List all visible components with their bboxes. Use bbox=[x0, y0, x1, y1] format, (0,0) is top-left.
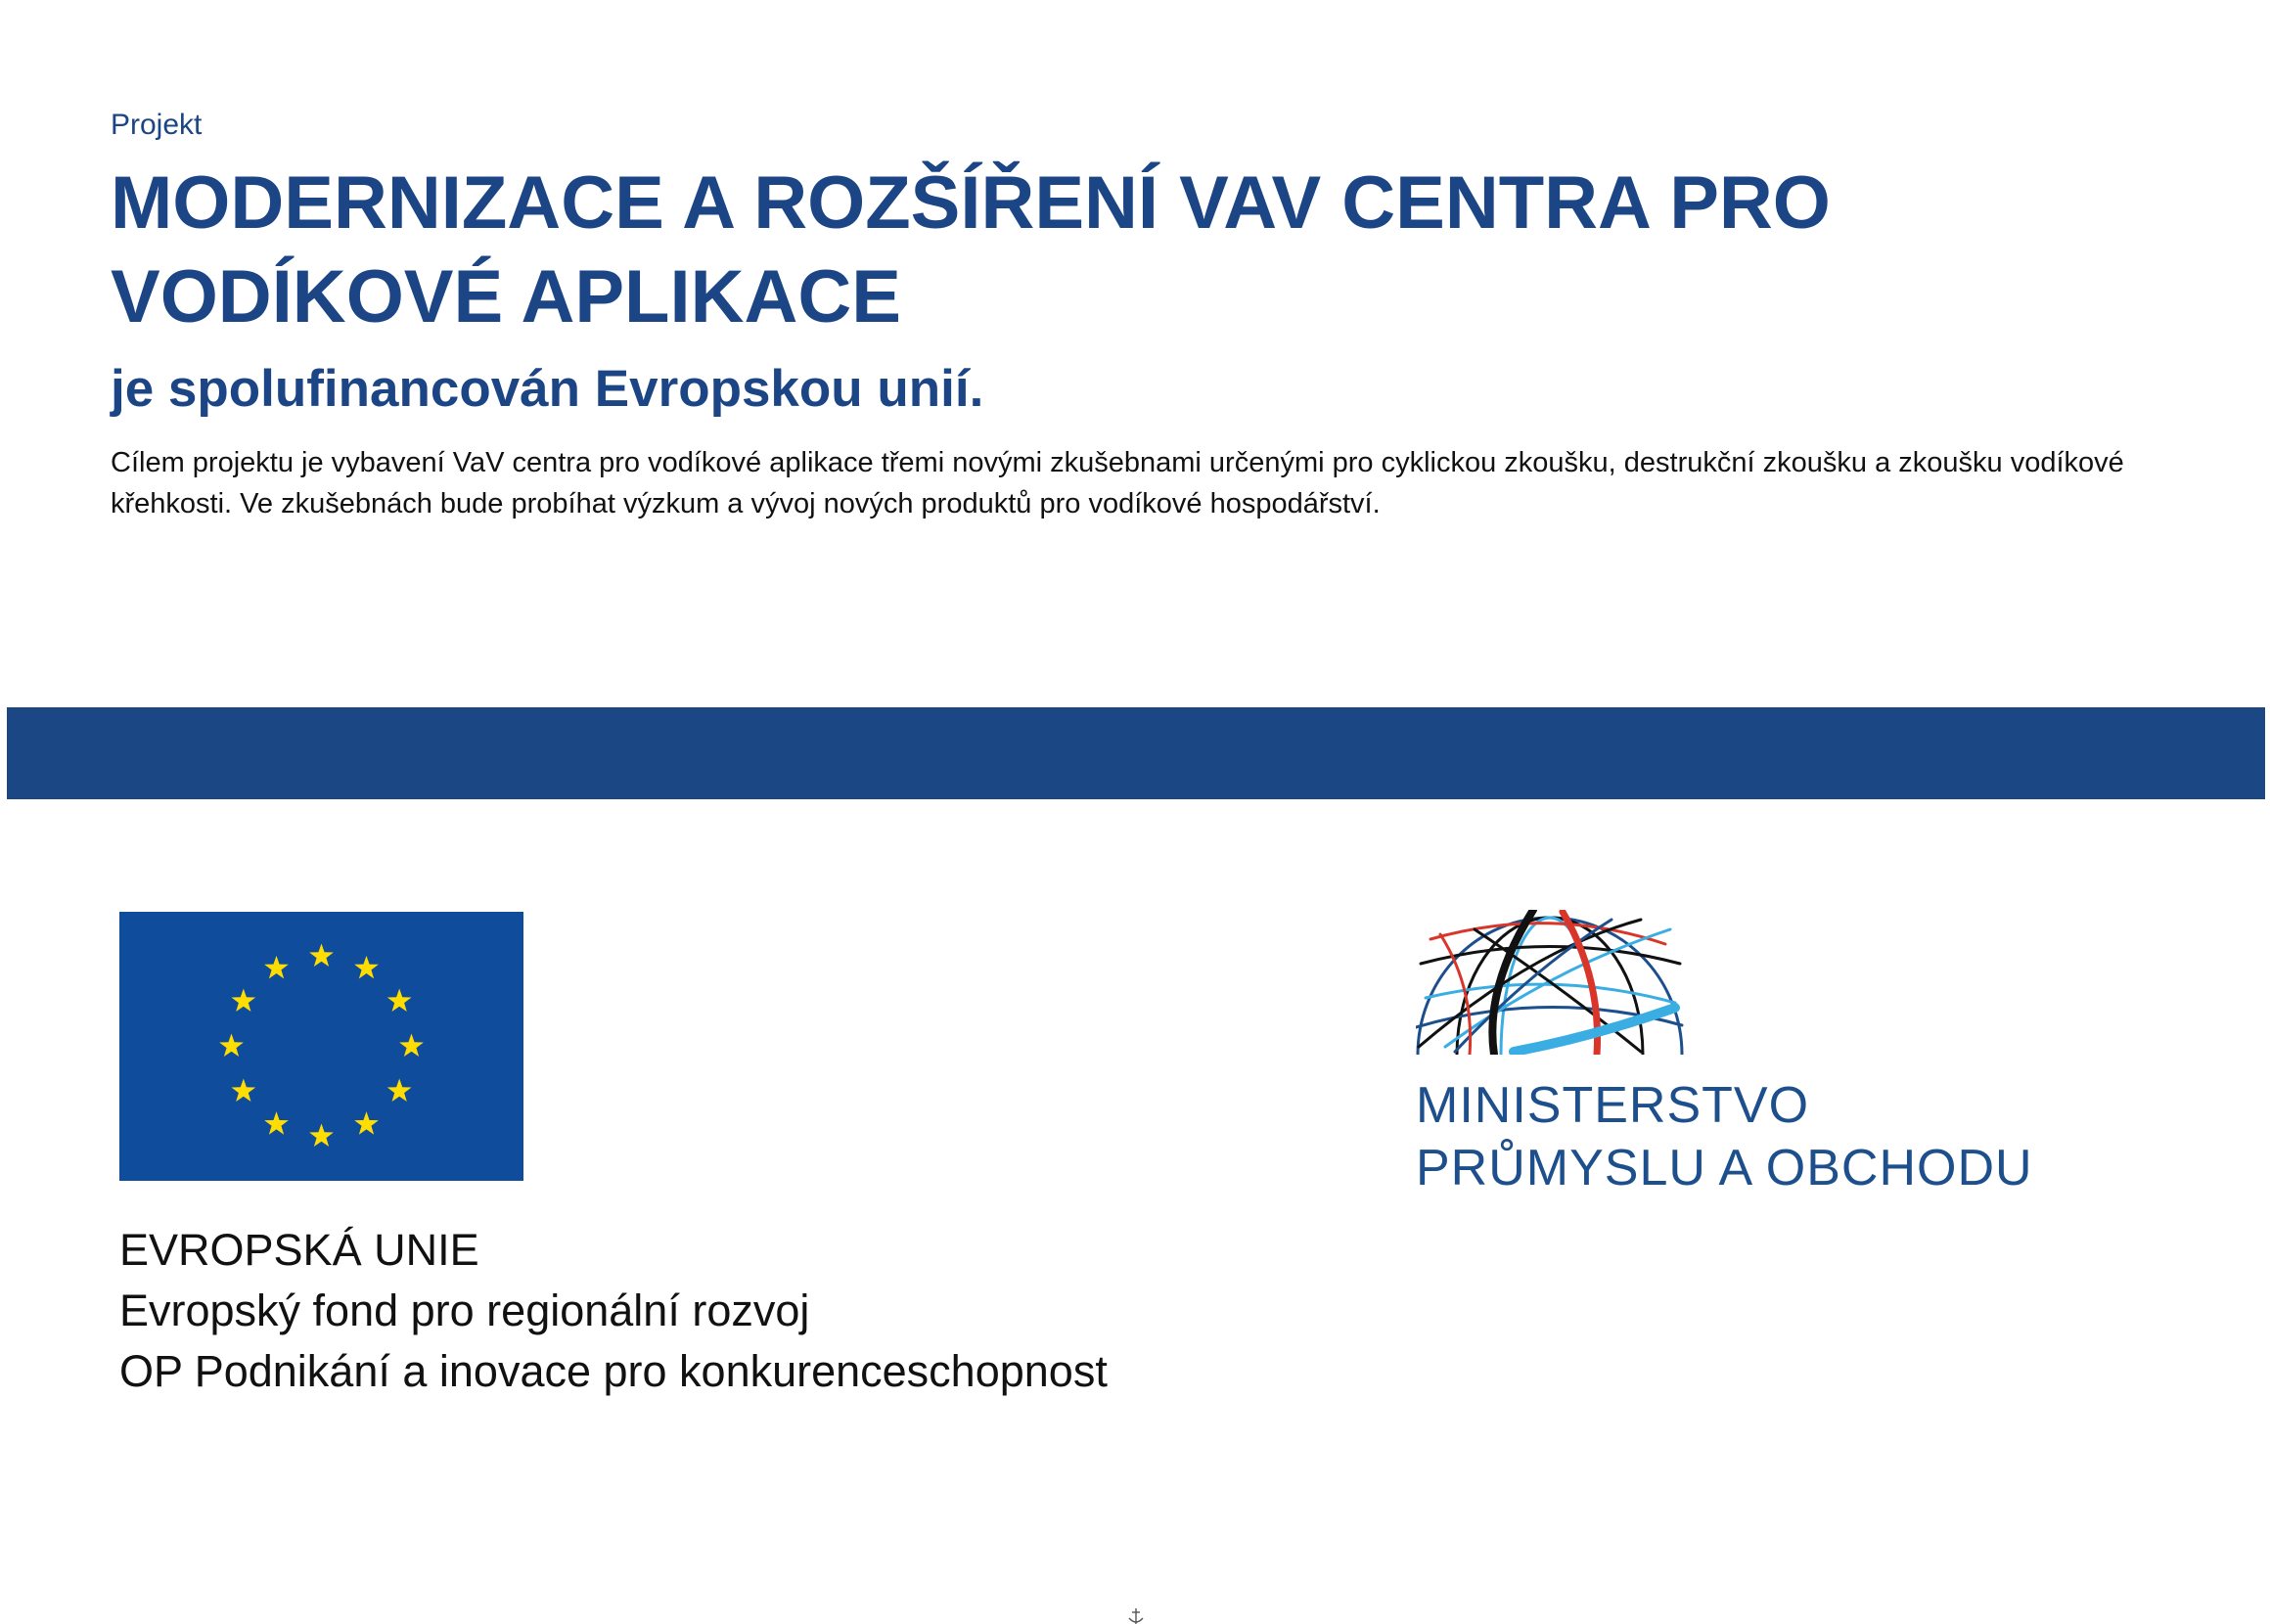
eu-flag-icon bbox=[119, 912, 523, 1181]
ministry-name bbox=[1416, 1074, 2033, 1199]
eu-logo-text bbox=[119, 1220, 1108, 1402]
project-title: MODERNIZACE A ROZŠÍŘENÍ VAV CENTRA PRO VODÍKOVÉ APLIKACE bbox=[111, 161, 1831, 338]
anchor-icon bbox=[1125, 1606, 1147, 1624]
globe-arc bbox=[1430, 924, 1665, 944]
cofinancing-statement: je spolufinancován Evropskou unií. bbox=[111, 360, 984, 418]
ministry-name-line2: PRŮMYSLU A OBCHODU bbox=[1416, 1140, 2033, 1196]
eu-name: EVROPSKÁ UNIE bbox=[119, 1225, 479, 1275]
eu-programme: OP Podnikání a inovace pro konkurenceschopnost bbox=[119, 1346, 1108, 1396]
ministry-name-line1: MINISTERSTVO bbox=[1416, 1077, 1810, 1134]
globe-icon bbox=[1416, 910, 1685, 1055]
eu-fund: Evropský fond pro regionální rozvoj bbox=[119, 1286, 810, 1335]
decorative-band bbox=[7, 707, 2265, 799]
project-description: Cílem projektu je vybavení VaV centra pro vodíkové aplikace třemi novými zkušebnami určenými pro cyklickou zkoušku, destrukční zkoušku a zkoušku vodíkové křehkosti. Ve zkušebnách bude probíhat výzkum a vývoj nových produktů pro vodíkové hospodářství. bbox=[111, 447, 2124, 519]
project-eyebrow: Projekt bbox=[111, 109, 203, 141]
